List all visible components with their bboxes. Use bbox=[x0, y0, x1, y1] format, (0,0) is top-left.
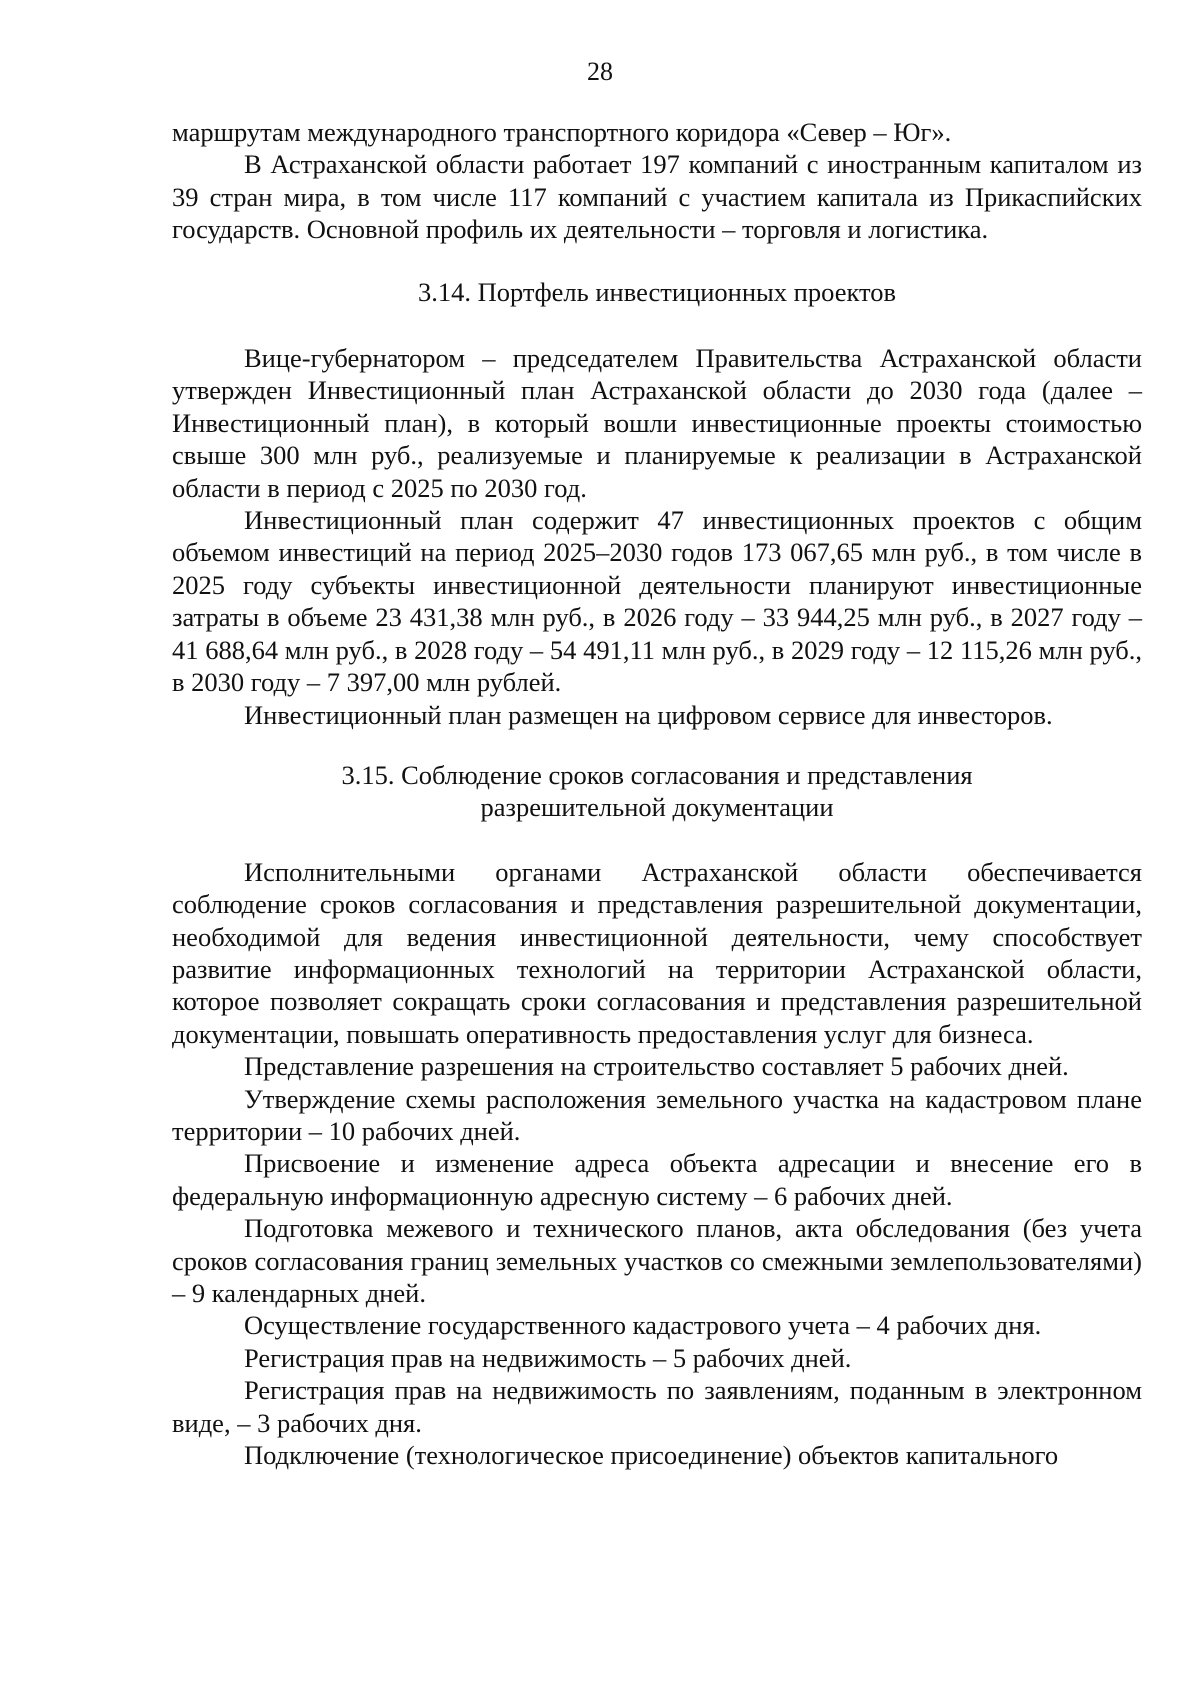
paragraph-electronic-registration: Регистрация прав на недвижимость по заявлениям, поданным в электронном виде, – 3 рабочих дня. bbox=[172, 1375, 1142, 1438]
paragraph-permit-deadlines: Исполнительными органами Астраханской области обеспечивается соблюдение сроков согласования и представления разрешительной документации, необходимой для ведения инвестиционной деятельности, чему способствует развитие информационных технологий на территории Астраханской области, которое позволяет сокращать сроки согласования и представления разрешительной документации, повышать оперативность предоставления услуг для бизнеса. bbox=[172, 856, 1142, 1049]
paragraph-investment-plan-approval: Вице-губернатором – председателем Правительства Астраханской области утвержден Инвестиционный план Астраханской области до 2030 года (далее – Инвестиционный план), в который вошли инвестиционные проекты стоимостью свыше 300 млн руб., реализуемые и планируемые к реализации в Астраханской области в период с 2025 по 2030 год. bbox=[172, 343, 1142, 503]
section-heading-3-15-line2: разрешительной документации bbox=[480, 792, 834, 823]
document-body bbox=[172, 116, 1142, 1471]
paragraph-building-permit: Представление разрешения на строительство составляет 5 рабочих дней. bbox=[244, 1051, 1069, 1082]
paragraph-investment-plan-volume: Инвестиционный план содержит 47 инвестиционных проектов с общим объемом инвестиций на период 2025–2030 годов 173 067,65 млн руб., в том числе в 2025 году субъекты инвестиционной деятельности планируют инвестиционные затраты в объеме 23 431,38 млн руб., в 2026 году – 33 944,25 млн руб., в 2027 году – 41 688,64 млн руб., в 2028 году – 54 491,11 млн руб., в 2029 году – 12 115,26 млн руб., в 2030 году – 7 397,00 млн рублей. bbox=[172, 505, 1142, 698]
section-heading-3-14: 3.14. Портфель инвестиционных проектов bbox=[418, 276, 896, 307]
paragraph-grid-connection: Подключение (технологическое присоединение) объектов капитального bbox=[244, 1440, 1059, 1471]
paragraph-land-scheme: Утверждение схемы расположения земельного участка на кадастровом плане территории – 10 рабочих дней. bbox=[172, 1083, 1142, 1146]
paragraph-boundary-plans: Подготовка межевого и технического планов, акта обследования (без учета сроков согласования границ земельных участков со смежными землепользователями) – 9 календарных дней. bbox=[172, 1213, 1142, 1308]
paragraph-cadastral-registration: Осуществление государственного кадастрового учета – 4 рабочих дня. bbox=[244, 1310, 1042, 1341]
paragraph-continuation: маршрутам международного транспортного коридора «Север – Юг». bbox=[172, 117, 952, 147]
paragraph-property-rights: Регистрация прав на недвижимость – 5 рабочих дней. bbox=[244, 1342, 852, 1373]
section-heading-3-15-line1: 3.15. Соблюдение сроков согласования и представления bbox=[341, 759, 973, 790]
paragraph-address-assignment: Присвоение и изменение адреса объекта адресации и внесение его в федеральную информационную адресную систему – 6 рабочих дней. bbox=[172, 1148, 1142, 1211]
paragraph-investment-plan-published: Инвестиционный план размещен на цифровом сервисе для инвесторов. bbox=[244, 699, 1053, 730]
page-number: 28 bbox=[587, 57, 613, 86]
paragraph-foreign-companies: В Астраханской области работает 197 компаний с иностранным капиталом из 39 стран мира, в том числе 117 компаний с участием капитала из Прикаспийских государств. Основной профиль их деятельности – торговля и логистика. bbox=[172, 149, 1142, 245]
